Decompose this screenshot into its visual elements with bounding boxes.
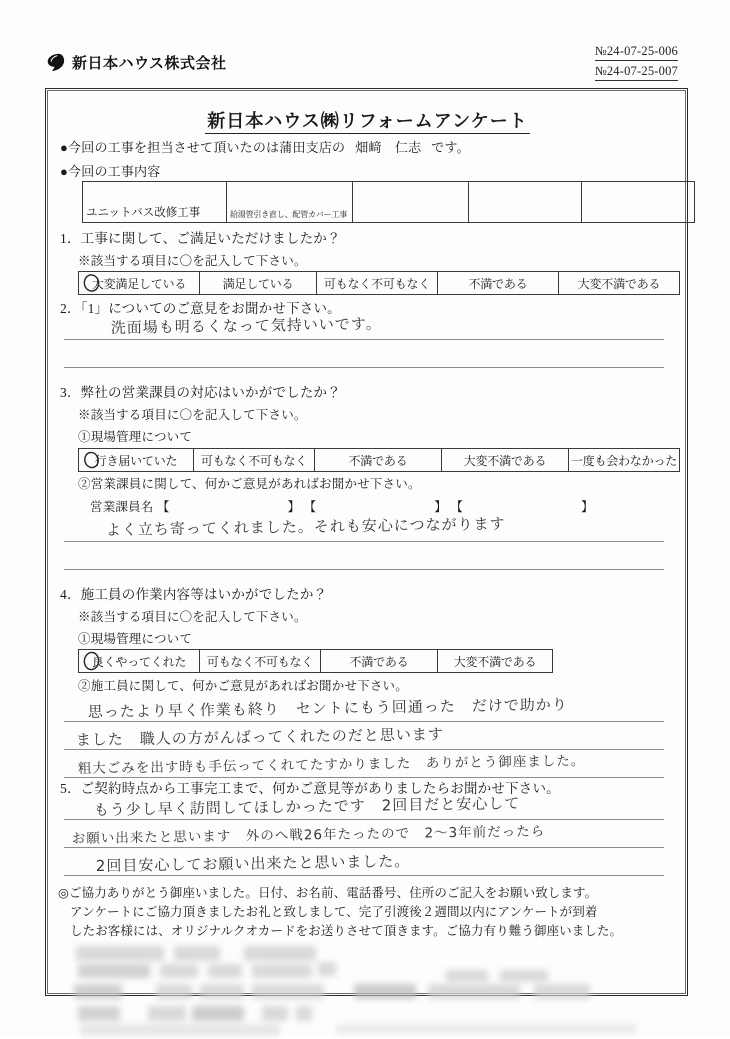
question-5-number: 5． xyxy=(60,781,81,796)
q1-option-1[interactable] xyxy=(200,272,317,295)
redacted-personal-info xyxy=(56,944,681,1039)
q1-option-0[interactable] xyxy=(79,272,200,295)
document-number-group xyxy=(595,44,678,84)
table-row xyxy=(79,650,553,673)
q3-option-2-label: 不満である xyxy=(348,453,408,468)
question-5-answer-line-1: もう少し早く訪問してほしかったです 2回目だと安心して xyxy=(93,794,521,820)
page-title xyxy=(46,107,689,133)
q3-option-4-label: 一度も会わなかった xyxy=(570,453,678,468)
question-3-sub1-label: ①現場管理について xyxy=(78,430,193,444)
bracket-close-2: 】 xyxy=(434,500,447,514)
q1-option-4[interactable] xyxy=(559,272,680,295)
q4-option-0-label: 良くやってくれた xyxy=(91,654,187,669)
q1-option-3-label: 不満である xyxy=(468,276,528,291)
bracket-close-3: 】 xyxy=(581,500,594,514)
q3-option-0-label: 行き届いていた xyxy=(94,453,178,468)
q3-answer-rule-1 xyxy=(64,541,664,542)
form-frame xyxy=(45,88,688,996)
question-3-sub2-label: ②営業課員に関して、何かご意見があればお聞かせ下さい。 xyxy=(78,477,421,491)
table-row xyxy=(83,182,695,223)
q1-option-2-label: 可もなく不可もなく xyxy=(323,276,431,291)
question-1-note: ※該当する項目に〇を記入して下さい。 xyxy=(78,254,307,268)
question-4-sub1-label: ①現場管理について xyxy=(78,632,193,646)
question-1-text: 工事に関して、ご満足いただけましたか？ xyxy=(80,231,341,246)
question-4-number: 4． xyxy=(60,587,81,602)
work-cell-4 xyxy=(469,182,582,223)
q5-answer-rule-1 xyxy=(64,819,664,820)
document-number-1: №24-07-25-006 xyxy=(595,44,678,61)
bracket-open-1: 【 xyxy=(156,500,170,514)
question-2-number: 2． xyxy=(60,301,81,316)
q3-option-1-label: 可もなく不可もなく xyxy=(200,453,308,468)
charge-suffix: です。 xyxy=(431,140,470,155)
sales-staff-name-label: 営業課員名 xyxy=(90,500,154,514)
q4-option-2[interactable] xyxy=(321,650,438,673)
staff-name: 畑﨑 仁志 xyxy=(355,140,422,155)
question-5-answer-line-2: お願い出来たと思います 外のへ戦26年たったので 2～3年前だったら xyxy=(71,823,546,847)
work-cell-5 xyxy=(582,182,695,223)
work-cell-2 xyxy=(227,182,353,223)
q4-option-1[interactable] xyxy=(200,650,321,673)
question-4-sub2-label: ②施工員に関して、何かご意見があればお聞かせ下さい。 xyxy=(78,679,408,693)
bracket-open-2: 【 xyxy=(303,500,317,514)
table-row xyxy=(79,449,680,472)
q3-answer-rule-2 xyxy=(64,569,664,570)
question-2-text: 「1」についてのご意見をお聞かせ下さい。 xyxy=(80,301,341,316)
company-logo-icon xyxy=(45,53,66,72)
question-4-answer-line-3: 粗大ごみを出す時も手伝ってくれてたすかりました ありがとう御座ました。 xyxy=(77,753,586,777)
question-4-text: 施工員の作業内容等はいかがでしたか？ xyxy=(80,587,328,602)
question-4-options-table[interactable] xyxy=(78,649,553,673)
work-cell-1 xyxy=(83,182,227,223)
work-content-table xyxy=(82,181,695,223)
company-logo-text: 新日本ハウス株式会社 xyxy=(72,54,227,72)
question-3-number: 3． xyxy=(60,385,81,400)
question-4-note: ※該当する項目に〇を記入して下さい。 xyxy=(78,610,307,624)
document-number-2: №24-07-25-007 xyxy=(595,64,678,81)
q3-option-0[interactable] xyxy=(79,449,194,472)
q3-option-3-label: 大変不満である xyxy=(463,453,547,468)
work-cell-3 xyxy=(353,182,469,223)
question-5-answer-line-3: 2回目安心してお願い出来たと思いました。 xyxy=(95,852,411,876)
work-cell-1-text: ユニットバス改修工事 xyxy=(86,207,201,219)
question-3-heading xyxy=(60,381,341,401)
q1-option-2[interactable] xyxy=(317,272,438,295)
work-content-label: ●今回の工事内容 xyxy=(60,164,161,179)
bracket-close-1: 】 xyxy=(287,500,301,514)
question-1-options-table[interactable] xyxy=(78,271,680,295)
page-title-text: 新日本ハウス㈱リフォームアンケート xyxy=(205,111,529,134)
q5-answer-rule-2 xyxy=(64,847,664,848)
q4-option-2-label: 不満である xyxy=(349,654,409,669)
q1-option-0-label: 大変満足している xyxy=(91,276,187,291)
footer-note xyxy=(58,884,678,940)
q4-answer-rule-1 xyxy=(64,721,664,722)
q1-option-4-label: 大変不満である xyxy=(577,276,661,291)
charge-staff-line xyxy=(60,137,470,156)
q2-answer-rule-2 xyxy=(64,367,664,368)
q3-option-3[interactable] xyxy=(442,449,569,472)
q4-option-0[interactable] xyxy=(79,650,200,673)
q2-answer-rule-1 xyxy=(64,339,664,340)
q4-option-1-label: 可もなく不可もなく xyxy=(206,654,314,669)
work-cell-2-text: 給湯管引き直し、配管カバー工事 xyxy=(230,210,347,219)
q1-option-1-label: 満足している xyxy=(222,276,294,291)
q3-option-4[interactable] xyxy=(569,449,680,472)
question-4-heading xyxy=(60,583,327,603)
q3-option-2[interactable] xyxy=(315,449,442,472)
sales-staff-name-field[interactable] xyxy=(90,497,594,515)
footer-line-3: したお客様には、オリジナルクオカードをお送りさせて頂きます。ご協力有り難う御座いました。 xyxy=(70,923,623,938)
table-row xyxy=(79,272,680,295)
question-1-number: 1． xyxy=(60,231,81,246)
footer-line-1: ◎ご協力ありがとう御座いました。日付、お名前、電話番号、住所のご記入をお願い致します。 xyxy=(58,886,598,900)
question-2-answer-line-1: 洗面場も明るくなって気持いいです。 xyxy=(110,314,382,338)
footer-line-2: アンケートにご協力頂きましたお礼と致しまして、完了引渡後２週間以内にアンケートが到着 xyxy=(70,904,598,919)
bracket-open-3: 【 xyxy=(450,500,464,514)
q5-answer-rule-3 xyxy=(64,875,664,876)
company-logo xyxy=(45,52,227,73)
question-3-options-table[interactable] xyxy=(78,448,680,472)
question-5-text: ご契約時点から工事完工まで、何かご意見等がありましたらお聞かせ下さい。 xyxy=(80,781,560,796)
question-3-note: ※該当する項目に〇を記入して下さい。 xyxy=(78,408,307,422)
charge-prefix: ●今回の工事を担当させて頂いたのは蒲田支店の xyxy=(60,140,346,155)
question-4-answer-line-1: 思ったより早く作業も終り セントにもう回通った だけで助かり xyxy=(87,695,568,722)
q3-option-1[interactable] xyxy=(194,449,315,472)
q4-option-3-label: 大変不満である xyxy=(453,654,537,669)
q1-option-3[interactable] xyxy=(438,272,559,295)
question-3-answer-line-1: よく立ち寄ってくれました。それも安心につながります xyxy=(105,514,506,540)
question-3-text: 弊社の営業課員の対応はいかがでしたか？ xyxy=(80,385,341,400)
question-4-answer-line-2: ました 職人の方がんばってくれたのだと思います xyxy=(75,725,444,750)
q4-option-3[interactable] xyxy=(438,650,553,673)
question-1-heading xyxy=(60,227,341,247)
